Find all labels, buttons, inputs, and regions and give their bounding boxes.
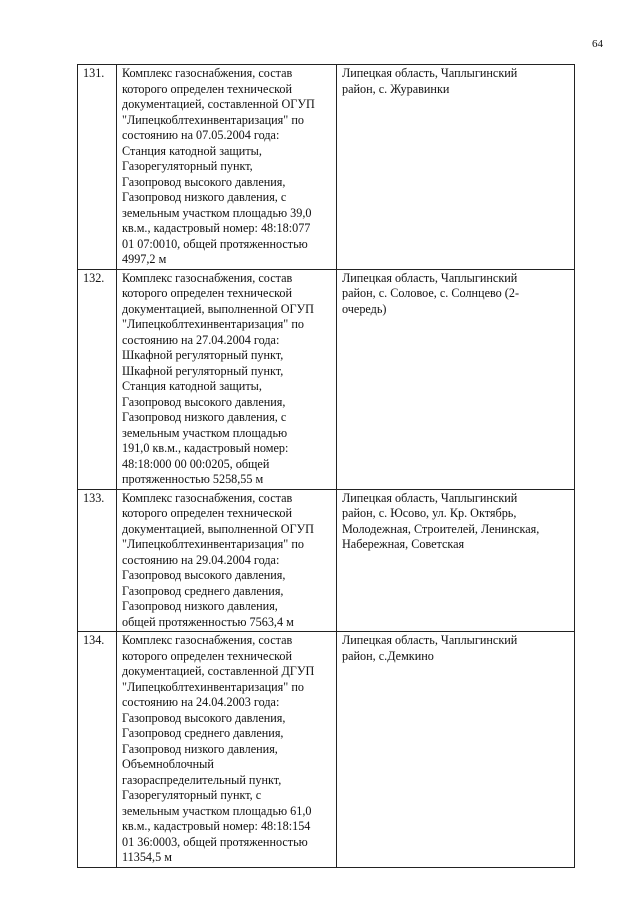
description-line: Газорегуляторный пункт,	[122, 159, 253, 173]
location-line: район, с. Журавинки	[342, 81, 450, 96]
description-line: состоянию на 29.04.2004 года:	[122, 552, 280, 567]
description-line: Шкафной регуляторный пункт,	[122, 363, 284, 378]
description-line: 01 36:0003, общей протяженностью	[122, 834, 308, 849]
table-row	[78, 489, 575, 632]
object-location-cell	[337, 65, 575, 270]
object-description-cell	[117, 489, 337, 632]
object-location-cell	[337, 489, 575, 632]
description-line: состоянию на 27.04.2004 года:	[122, 332, 280, 347]
description-line: земельным участком площадью	[122, 425, 288, 440]
description-line: которого определен технической	[122, 648, 293, 663]
registry-table-body	[78, 65, 575, 868]
description-line: Газопровод низкого давления, с	[122, 410, 287, 424]
description-line: Газопровод низкого давления,	[122, 741, 278, 756]
description-line: газораспределительный пункт,	[122, 772, 282, 787]
description-line: 191,0 кв.м., кадастровый номер:	[122, 441, 289, 455]
property-registry-table	[77, 64, 575, 868]
location-line: очередь)	[342, 301, 387, 316]
description-line: Газопровод высокого давления,	[122, 568, 286, 582]
location-line: район, с. Юсово, ул. Кр. Октябрь,	[342, 506, 517, 520]
location-line: Набережная, Советская	[342, 537, 465, 551]
table-row	[78, 65, 575, 270]
description-line: Шкафной регуляторный пункт,	[122, 348, 284, 362]
description-line: 48:18:000 00 00:0205, общей	[122, 456, 270, 471]
description-line: кв.м., кадастровый номер: 48:18:077	[122, 221, 311, 235]
description-line: Газорегуляторный пункт, с	[122, 788, 262, 802]
description-line: 11354,5 м	[122, 850, 172, 864]
table-row	[78, 632, 575, 868]
description-line: кв.м., кадастровый номер: 48:18:154	[122, 819, 311, 833]
description-line: Газопровод низкого давления, с	[122, 190, 287, 204]
object-description-cell	[117, 65, 337, 270]
page-number: 64	[592, 38, 603, 50]
description-line: протяженностью 5258,55 м	[122, 472, 264, 486]
description-line: "Липецкоблтехинвентаризация" по	[122, 537, 304, 551]
row-number-cell	[78, 632, 117, 868]
description-line: Комплекс газоснабжения, состав	[122, 270, 293, 285]
description-line: Станция катодной защиты,	[122, 379, 262, 393]
location-line: Молодежная, Строителей, Ленинская,	[342, 521, 540, 536]
description-line: "Липецкоблтехинвентаризация" по	[122, 679, 304, 694]
description-line: состоянию на 24.04.2003 года:	[122, 695, 280, 709]
object-description-cell	[117, 632, 337, 868]
description-line: общей протяженностью 7563,4 м	[122, 614, 294, 629]
description-line: документацией, составленной ДГУП	[122, 664, 315, 678]
row-number-cell	[78, 489, 117, 632]
description-line: которого определен технической	[122, 506, 293, 520]
description-line: Комплекс газоснабжения, состав	[122, 66, 293, 80]
description-line: которого определен технической	[122, 286, 293, 300]
row-number: 133.	[83, 490, 105, 505]
row-number: 132.	[83, 270, 105, 285]
object-location-cell	[337, 269, 575, 489]
description-line: Объемноблочный	[122, 757, 214, 771]
description-line: документацией, выполненной ОГУП	[122, 301, 314, 316]
location-line: Липецкая область, Чаплыгинский	[342, 66, 518, 80]
table-row	[78, 269, 575, 489]
row-number-cell	[78, 269, 117, 489]
description-line: Газопровод высокого давления,	[122, 174, 286, 189]
row-number-cell	[78, 65, 117, 270]
description-line: состоянию на 07.05.2004 года:	[122, 128, 280, 142]
description-line: Газопровод высокого давления,	[122, 394, 286, 409]
description-line: Газопровод высокого давления,	[122, 710, 286, 725]
description-line: земельным участком площадью 39,0	[122, 205, 312, 220]
location-line: район, с.Демкино	[342, 648, 434, 663]
description-line: Комплекс газоснабжения, состав	[122, 490, 293, 505]
description-line: "Липецкоблтехинвентаризация" по	[122, 317, 304, 331]
description-line: "Липецкоблтехинвентаризация" по	[122, 112, 304, 127]
description-line: Комплекс газоснабжения, состав	[122, 633, 293, 647]
description-line: Станция катодной защиты,	[122, 143, 262, 158]
location-line: Липецкая область, Чаплыгинский	[342, 490, 518, 505]
description-line: документацией, составленной ОГУП	[122, 97, 315, 111]
location-line: Липецкая область, Чаплыгинский	[342, 270, 518, 285]
description-line: земельным участком площадью 61,0	[122, 803, 312, 818]
row-number: 134.	[83, 633, 105, 647]
description-line: Газопровод среднего давления,	[122, 583, 284, 598]
description-line: 4997,2 м	[122, 252, 167, 266]
location-line: Липецкая область, Чаплыгинский	[342, 633, 518, 647]
description-line: Газопровод среднего давления,	[122, 726, 284, 740]
description-line: которого определен технической	[122, 81, 293, 96]
location-line: район, с. Соловое, с. Солнцево (2-	[342, 286, 520, 300]
description-line: 01 07:0010, общей протяженностью	[122, 236, 308, 251]
description-line: Газопровод низкого давления,	[122, 599, 278, 613]
description-line: документацией, выполненной ОГУП	[122, 521, 314, 536]
object-description-cell	[117, 269, 337, 489]
object-location-cell	[337, 632, 575, 868]
row-number: 131.	[83, 66, 105, 80]
